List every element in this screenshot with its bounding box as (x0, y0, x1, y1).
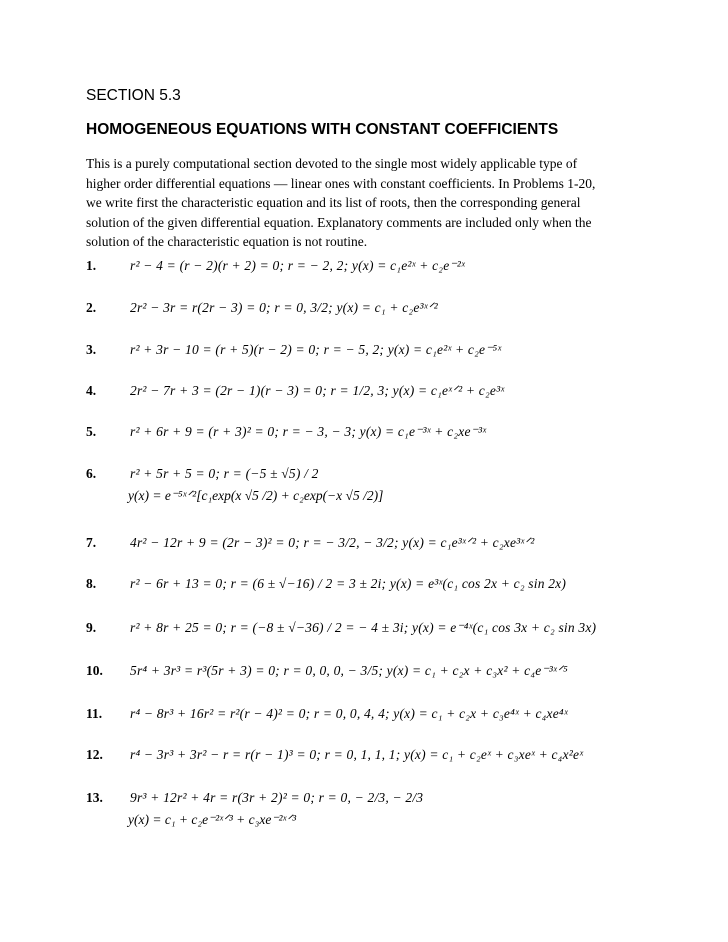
problem-number: 4. (86, 383, 97, 398)
intro-line: higher order differential equations — linear ones with constant coefficients. In Problems 1-20, (86, 175, 596, 191)
problem-equation: r² + 3r − 10 = (r + 5)(r − 2) = 0; r = − 5, 2; y(x) = c₁e²ˣ + c₂e⁻⁵ˣ (130, 342, 502, 357)
problem-solution: y(x) = e⁻⁵ˣᐟ²[c₁exp(x √5 /2) + c₂exp(−x √5 /2)] (128, 488, 384, 503)
intro-line: we write first the characteristic equation and its list of roots, then the corresponding general (86, 195, 581, 210)
intro-paragraph (86, 154, 656, 252)
intro-line: solution of the characteristic equation is not routine. (86, 234, 368, 249)
problem-number: 8. (86, 576, 97, 591)
problem-equation: 2r² − 3r = r(2r − 3) = 0; r = 0, 3/2; y(x) = c₁ + c₂e³ˣᐟ² (130, 300, 438, 315)
problem-equation: 2r² − 7r + 3 = (2r − 1)(r − 3) = 0; r = 1/2, 3; y(x) = c₁eˣᐟ² + c₂e³ˣ (130, 383, 505, 398)
problem-number: 10. (86, 663, 103, 678)
problem-equation: r⁴ − 8r³ + 16r² = r²(r − 4)² = 0; r = 0, 0, 4, 4; y(x) = c₁ + c₂x + c₃e⁴ˣ + c₄xe⁴ˣ (130, 706, 568, 721)
problem-equation: r² − 6r + 13 = 0; r = (6 ± √−16) / 2 = 3 ± 2i; y(x) = e³ˣ(c₁ cos 2x + c₂ sin 2x) (130, 576, 567, 591)
problem-number: 3. (86, 342, 97, 357)
problem-number: 13. (86, 790, 103, 805)
problem-number: 9. (86, 620, 97, 635)
problem-equation: r² + 5r + 5 = 0; r = (−5 ± √5) / 2 (130, 466, 319, 481)
section-title: HOMOGENEOUS EQUATIONS WITH CONSTANT COEFFICIENTS (86, 121, 559, 138)
problem-equation: r² + 6r + 9 = (r + 3)² = 0; r = − 3, − 3; y(x) = c₁e⁻³ˣ + c₂xe⁻³ˣ (130, 424, 487, 439)
problem-equation: r⁴ − 3r³ + 3r² − r = r(r − 1)³ = 0; r = 0, 1, 1, 1; y(x) = c₁ + c₂eˣ + c₃xeˣ + c₄x²eˣ (130, 747, 584, 762)
section-number: SECTION 5.3 (86, 87, 181, 104)
intro-line: This is a purely computational section devoted to the single most widely applicable type of (86, 156, 578, 171)
problem-number: 1. (86, 258, 97, 273)
problem-solution: y(x) = c₁ + c₂e⁻²ˣᐟ³ + c₃xe⁻²ˣᐟ³ (128, 812, 297, 827)
problem-number: 2. (86, 300, 97, 315)
problem-number: 7. (86, 535, 97, 550)
problem-number: 5. (86, 424, 97, 439)
intro-line: solution of the given differential equation. Explanatory comments are included only when the (86, 214, 592, 230)
problem-equation: r² − 4 = (r − 2)(r + 2) = 0; r = − 2, 2; y(x) = c₁e²ˣ + c₂e⁻²ˣ (130, 258, 465, 273)
problem-equation: 9r³ + 12r² + 4r = r(3r + 2)² = 0; r = 0, − 2/3, − 2/3 (130, 790, 424, 805)
problem-number: 6. (86, 466, 97, 481)
problem-number: 11. (86, 706, 103, 721)
problem-equation: 4r² − 12r + 9 = (2r − 3)² = 0; r = − 3/2, − 3/2; y(x) = c₁e³ˣᐟ² + c₂xe³ˣᐟ² (130, 535, 535, 550)
problem-number: 12. (86, 747, 103, 762)
problem-equation: 5r⁴ + 3r³ = r³(5r + 3) = 0; r = 0, 0, 0, − 3/5; y(x) = c₁ + c₂x + c₃x² + c₄e⁻³ˣᐟ⁵ (130, 663, 568, 678)
problem-equation: r² + 8r + 25 = 0; r = (−8 ± √−36) / 2 = − 4 ± 3i; y(x) = e⁻⁴ˣ(c₁ cos 3x + c₂ sin 3x) (130, 620, 597, 635)
